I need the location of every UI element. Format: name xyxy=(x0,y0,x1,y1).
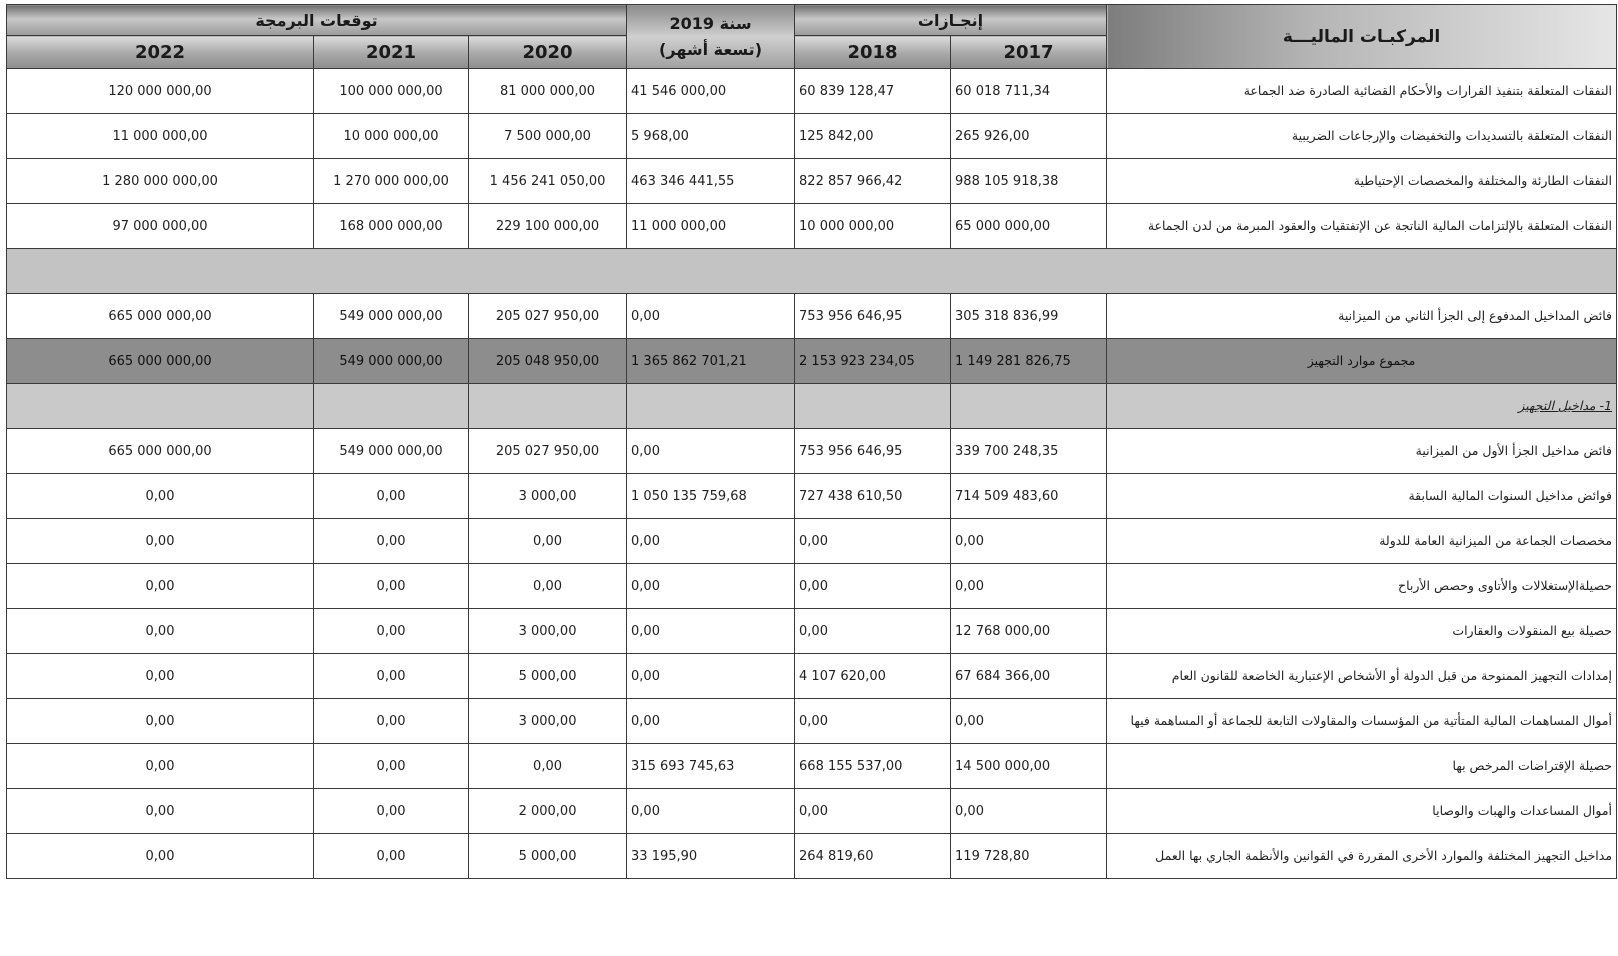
empty-cell xyxy=(795,384,951,429)
empty-cell xyxy=(951,384,1107,429)
row-label: حصيلة بيع المنقولات والعقارات xyxy=(1107,609,1617,654)
cell-2020: 205 048 950,00 xyxy=(469,339,627,384)
cell-2019: 0,00 xyxy=(627,429,795,474)
table-row xyxy=(7,69,1617,114)
cell-2020: 3 000,00 xyxy=(469,609,627,654)
cell-2021: 549 000 000,00 xyxy=(314,429,469,474)
cell-2018: 753 956 646,95 xyxy=(795,294,951,339)
cell-2019: 0,00 xyxy=(627,294,795,339)
row-label: حصيلةالإستغلالات والأتاوى وحصص الأرباح xyxy=(1107,564,1617,609)
cell-2017: 988 105 918,38 xyxy=(951,159,1107,204)
cell-2019: 1 365 862 701,21 xyxy=(627,339,795,384)
cell-2019: 463 346 441,55 xyxy=(627,159,795,204)
cell-2022: 0,00 xyxy=(7,744,314,789)
section-label: 1- مداخيل التجهيز xyxy=(1518,398,1613,413)
cell-2022: 11 000 000,00 xyxy=(7,114,314,159)
row-label: حصيلة الإقتراضات المرخص بها xyxy=(1107,744,1617,789)
cell-2022: 665 000 000,00 xyxy=(7,294,314,339)
cell-2019: 1 050 135 759,68 xyxy=(627,474,795,519)
cell-2017: 0,00 xyxy=(951,519,1107,564)
row-label: النفقات الطارئة والمختلفة والمخصصات الإحتياطية xyxy=(1107,159,1617,204)
cell-2019: 0,00 xyxy=(627,519,795,564)
cell-2020: 7 500 000,00 xyxy=(469,114,627,159)
cell-2021: 0,00 xyxy=(314,564,469,609)
cell-2020: 1 456 241 050,00 xyxy=(469,159,627,204)
cell-2018: 0,00 xyxy=(795,564,951,609)
table-row xyxy=(7,654,1617,699)
table-row xyxy=(7,789,1617,834)
financial-table xyxy=(6,4,1617,879)
header-forecasts: توقعات البرمجة xyxy=(7,5,627,36)
cell-2017: 1 149 281 826,75 xyxy=(951,339,1107,384)
cell-2019: 41 546 000,00 xyxy=(627,69,795,114)
cell-2019: 0,00 xyxy=(627,699,795,744)
cell-2017: 12 768 000,00 xyxy=(951,609,1107,654)
cell-2017: 0,00 xyxy=(951,789,1107,834)
cell-2021: 100 000 000,00 xyxy=(314,69,469,114)
header-2022: 2022 xyxy=(7,36,314,69)
cell-2018: 0,00 xyxy=(795,609,951,654)
total-label: مجموع موارد التجهيز xyxy=(1107,339,1617,384)
cell-2021: 549 000 000,00 xyxy=(314,339,469,384)
cell-2022: 0,00 xyxy=(7,654,314,699)
cell-2019: 0,00 xyxy=(627,609,795,654)
cell-2018: 125 842,00 xyxy=(795,114,951,159)
cell-2022: 0,00 xyxy=(7,519,314,564)
cell-2022: 120 000 000,00 xyxy=(7,69,314,114)
cell-2021: 0,00 xyxy=(314,834,469,879)
header-year-2019-line2: (تسعة أشهر) xyxy=(659,39,762,59)
total-row xyxy=(7,339,1617,384)
cell-2021: 0,00 xyxy=(314,654,469,699)
row-label: النفقات المتعلقة بتنفيذ القرارات والأحكام القضائية الصادرة ضد الجماعة xyxy=(1107,69,1617,114)
cell-2021: 0,00 xyxy=(314,609,469,654)
cell-2020: 3 000,00 xyxy=(469,474,627,519)
table-row xyxy=(7,204,1617,249)
cell-2022: 665 000 000,00 xyxy=(7,429,314,474)
table-row xyxy=(7,519,1617,564)
cell-2017: 714 509 483,60 xyxy=(951,474,1107,519)
cell-2019: 0,00 xyxy=(627,564,795,609)
empty-cell xyxy=(627,384,795,429)
header-2017: 2017 xyxy=(951,36,1107,69)
cell-2017: 119 728,80 xyxy=(951,834,1107,879)
header-label-column: المركبـات الماليـــة xyxy=(1107,5,1617,69)
cell-2021: 0,00 xyxy=(314,699,469,744)
cell-2019: 5 968,00 xyxy=(627,114,795,159)
cell-2022: 1 280 000 000,00 xyxy=(7,159,314,204)
cell-2017: 339 700 248,35 xyxy=(951,429,1107,474)
cell-2020: 0,00 xyxy=(469,564,627,609)
cell-2017: 67 684 366,00 xyxy=(951,654,1107,699)
cell-2018: 0,00 xyxy=(795,699,951,744)
cell-2022: 97 000 000,00 xyxy=(7,204,314,249)
cell-2022: 0,00 xyxy=(7,834,314,879)
header-achievements: إنجـازات xyxy=(795,5,1107,36)
cell-2017: 65 000 000,00 xyxy=(951,204,1107,249)
cell-2019: 11 000 000,00 xyxy=(627,204,795,249)
table-row xyxy=(7,474,1617,519)
header-2021: 2021 xyxy=(314,36,469,69)
blank-band xyxy=(7,249,1617,294)
cell-2018: 753 956 646,95 xyxy=(795,429,951,474)
surplus-row xyxy=(7,294,1617,339)
cell-2021: 10 000 000,00 xyxy=(314,114,469,159)
cell-2022: 665 000 000,00 xyxy=(7,339,314,384)
cell-2017: 60 018 711,34 xyxy=(951,69,1107,114)
cell-2018: 4 107 620,00 xyxy=(795,654,951,699)
header-year-2019 xyxy=(627,5,795,69)
cell-2022: 0,00 xyxy=(7,564,314,609)
cell-2018: 668 155 537,00 xyxy=(795,744,951,789)
cell-2020: 205 027 950,00 xyxy=(469,429,627,474)
cell-2018: 60 839 128,47 xyxy=(795,69,951,114)
cell-2021: 549 000 000,00 xyxy=(314,294,469,339)
row-label: النفقات المتعلقة بالإلتزامات المالية الناتجة عن الإتفتقيات والعقود المبرمة من لدن الجماعة xyxy=(1107,204,1617,249)
cell-2022: 0,00 xyxy=(7,789,314,834)
table-row xyxy=(7,834,1617,879)
cell-2018: 0,00 xyxy=(795,519,951,564)
table-row xyxy=(7,159,1617,204)
table-row xyxy=(7,699,1617,744)
cell-2022: 0,00 xyxy=(7,699,314,744)
header-2018: 2018 xyxy=(795,36,951,69)
row-label: النفقات المتعلقة بالتسديدات والتخفيضات والإرجاعات الضريبية xyxy=(1107,114,1617,159)
cell-2020: 205 027 950,00 xyxy=(469,294,627,339)
cell-2017: 14 500 000,00 xyxy=(951,744,1107,789)
cell-2021: 168 000 000,00 xyxy=(314,204,469,249)
cell-2018: 264 819,60 xyxy=(795,834,951,879)
cell-2019: 0,00 xyxy=(627,789,795,834)
cell-2019: 33 195,90 xyxy=(627,834,795,879)
row-label: فائض المداخيل المدفوع إلى الجزأ الثاني من الميزانية xyxy=(1107,294,1617,339)
empty-cell xyxy=(7,384,314,429)
cell-2020: 0,00 xyxy=(469,519,627,564)
table-row xyxy=(7,609,1617,654)
section-row xyxy=(7,384,1617,429)
cell-2021: 0,00 xyxy=(314,474,469,519)
cell-2018: 10 000 000,00 xyxy=(795,204,951,249)
cell-2017: 265 926,00 xyxy=(951,114,1107,159)
cell-2020: 5 000,00 xyxy=(469,654,627,699)
row-label: فائض مداخيل الجزأ الأول من الميزانية xyxy=(1107,429,1617,474)
header-2020: 2020 xyxy=(469,36,627,69)
cell-2020: 5 000,00 xyxy=(469,834,627,879)
table-row xyxy=(7,114,1617,159)
cell-2021: 0,00 xyxy=(314,789,469,834)
cell-2021: 0,00 xyxy=(314,744,469,789)
cell-2021: 0,00 xyxy=(314,519,469,564)
header-year-2019-line1: سنة 2019 xyxy=(669,13,752,33)
section-label-cell xyxy=(1107,384,1617,429)
cell-2020: 2 000,00 xyxy=(469,789,627,834)
row-label: أموال المساعدات والهبات والوصايا xyxy=(1107,789,1617,834)
table-row xyxy=(7,429,1617,474)
cell-2019: 0,00 xyxy=(627,654,795,699)
empty-cell xyxy=(469,384,627,429)
cell-2018: 2 153 923 234,05 xyxy=(795,339,951,384)
cell-2022: 0,00 xyxy=(7,609,314,654)
cell-2018: 727 438 610,50 xyxy=(795,474,951,519)
cell-2019: 315 693 745,63 xyxy=(627,744,795,789)
blank-band-cell xyxy=(7,249,1617,294)
cell-2017: 305 318 836,99 xyxy=(951,294,1107,339)
cell-2020: 229 100 000,00 xyxy=(469,204,627,249)
cell-2018: 822 857 966,42 xyxy=(795,159,951,204)
table-row xyxy=(7,564,1617,609)
cell-2020: 81 000 000,00 xyxy=(469,69,627,114)
row-label: مخصصات الجماعة من الميزانية العامة للدولة xyxy=(1107,519,1617,564)
cell-2017: 0,00 xyxy=(951,564,1107,609)
cell-2022: 0,00 xyxy=(7,474,314,519)
cell-2018: 0,00 xyxy=(795,789,951,834)
row-label: مداخيل التجهيز المختلفة والموارد الأخرى المقررة في القوانين والأنظمة الجاري بها العمل xyxy=(1107,834,1617,879)
cell-2017: 0,00 xyxy=(951,699,1107,744)
cell-2020: 3 000,00 xyxy=(469,699,627,744)
cell-2020: 0,00 xyxy=(469,744,627,789)
row-label: أموال المساهمات المالية المتأتية من المؤسسات والمقاولات التابعة للجماعة أو المساهمة فيها xyxy=(1107,699,1617,744)
cell-2021: 1 270 000 000,00 xyxy=(314,159,469,204)
empty-cell xyxy=(314,384,469,429)
table-row xyxy=(7,744,1617,789)
row-label: فوائض مداخيل السنوات المالية السابقة xyxy=(1107,474,1617,519)
row-label: إمدادات التجهيز الممنوحة من قبل الدولة أو الأشخاص الإعتبارية الخاضعة للقانون العام xyxy=(1107,654,1617,699)
